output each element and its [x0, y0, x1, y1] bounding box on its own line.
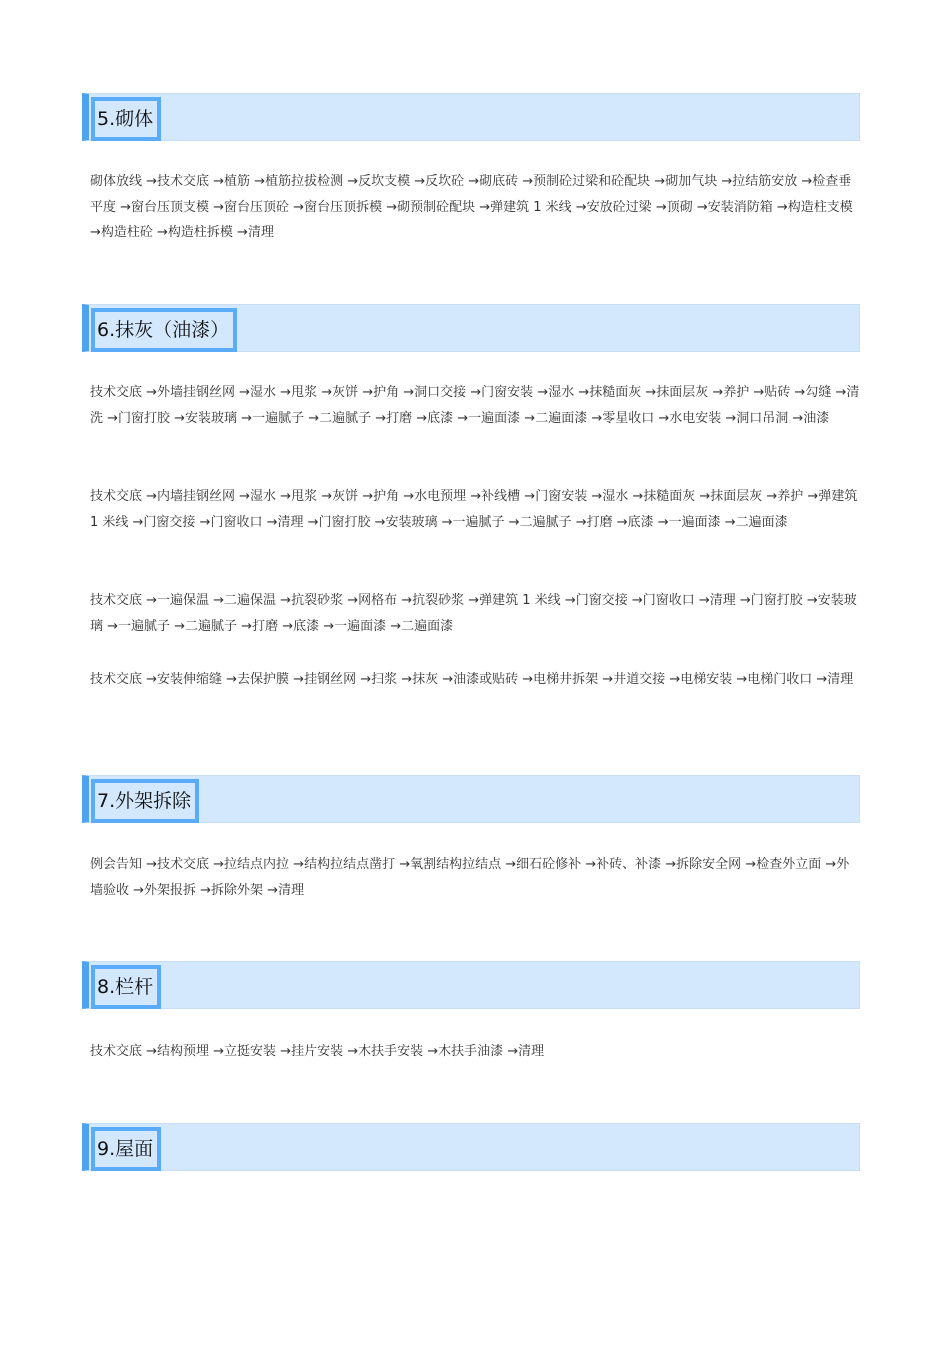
section-title: 6.抹灰（油漆） [91, 308, 237, 352]
section-scaffold-removal [82, 775, 860, 905]
section-title: 8.栏杆 [91, 965, 161, 1009]
process-paragraph: 技术交底 →一遍保温 →二遍保温 →抗裂砂浆 →网格布 →抗裂砂浆 →弹建筑 1 米线 →门窗交接 →门窗收口 →清理 →门窗打胶 →安装玻璃 →一遍腻子 →二遍腻子 →打磨 →底漆 →一遍面漆 →二遍面漆 [90, 593, 857, 634]
section-plastering [82, 304, 860, 724]
section-roof [82, 1123, 860, 1173]
section-title: 9.屋面 [91, 1127, 161, 1171]
section-title: 5.砌体 [91, 97, 161, 141]
section-masonry [82, 93, 860, 253]
section-title: 7.外架拆除 [91, 779, 199, 823]
process-paragraph: 例会告知 →技术交底 →拉结点内拉 →结构拉结点凿打 →氧割结构拉结点 →细石砼修补 →补砖、补漆 →拆除安全网 →检查外立面 →外墙验收 →外架报拆 →拆除外架 →清理 [90, 857, 850, 898]
section-header [82, 961, 860, 1009]
process-paragraph: 砌体放线 →技术交底 →植筋 →植筋拉拔检测 →反坎支模 →反坎砼 →砌底砖 →预制砼过梁和砼配块 →砌加气块 →拉结筋安放 →检查垂平度 →窗台压顶支模 →窗台压顶砼 →窗台压顶拆模 →砌预制砼配块 →弹建筑 1 米线 →安放砼过梁 →顶砌 →安装消防箱 →构造柱支模 →构造柱砼 →构造柱拆模 →清理 [90, 174, 857, 240]
section-header [82, 93, 860, 141]
process-paragraph: 技术交底 →外墙挂钢丝网 →湿水 →甩浆 →灰饼 →护角 →洞口交接 →门窗安装 →湿水 →抹糙面灰 →抹面层灰 →养护 →贴砖 →勾缝 →清洗 →门窗打胶 →安装玻璃 →一遍腻子 →二遍腻子 →打磨 →底漆 →一遍面漆 →二遍面漆 →零星收口 →水电安装 →洞口吊洞 →油漆 [90, 385, 860, 426]
section-header [82, 775, 860, 823]
section-railing [82, 961, 860, 1071]
process-paragraph: 技术交底 →安装伸缩缝 →去保护膜 →挂钢丝网 →扫浆 →抹灰 →油漆或贴砖 →电梯井拆架 →井道交接 →电梯安装 →电梯门收口 →清理 [90, 672, 854, 687]
process-paragraph: 技术交底 →内墙挂钢丝网 →湿水 →甩浆 →灰饼 →护角 →水电预埋 →补线槽 →门窗安装 →湿水 →抹糙面灰 →抹面层灰 →养护 →弹建筑 1 米线 →门窗交接 →门窗收口 →清理 →门窗打胶 →安装玻璃 →一遍腻子 →二遍腻子 →打磨 →底漆 →一遍面漆 →二遍面漆 [90, 489, 862, 530]
process-paragraph: 技术交底 →结构预埋 →立挺安装 →挂片安装 →木扶手安装 →木扶手油漆 →清理 [90, 1044, 545, 1059]
section-header [82, 1123, 860, 1171]
section-header [82, 304, 860, 352]
